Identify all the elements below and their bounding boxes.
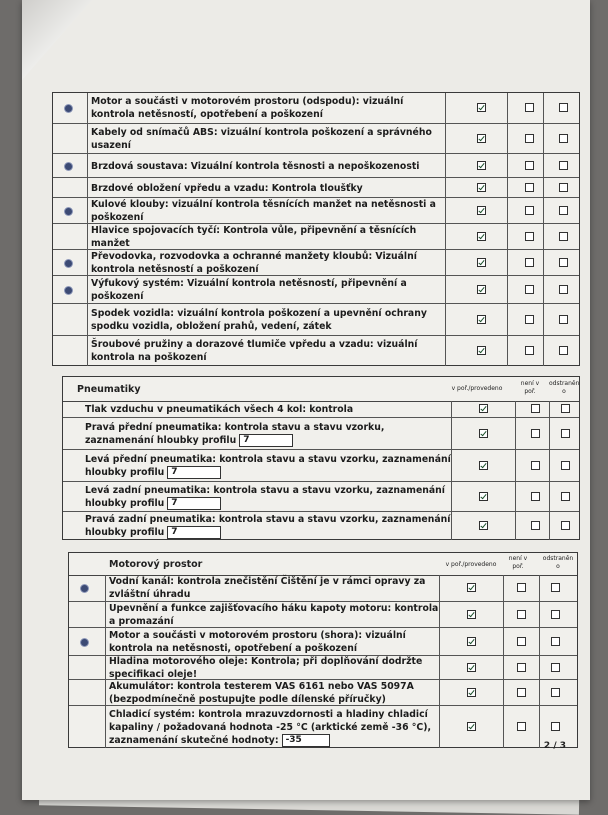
inspection-table-engine [68, 552, 578, 748]
checkbox-fixed[interactable] [559, 183, 568, 192]
checkbox-not-ok[interactable] [517, 688, 526, 697]
row-label: Šroubové pružiny a dorazové tlumiče vpředu a vzadu: vizuální kontrola na poškození [91, 339, 418, 363]
checkbox-done[interactable] [479, 461, 488, 470]
checkbox-not-ok[interactable] [531, 492, 540, 501]
row-text [109, 628, 443, 656]
row-text [91, 93, 445, 123]
row-text [109, 656, 443, 680]
checkbox-not-ok[interactable] [531, 521, 540, 530]
row-label: Hladina motorového oleje: Kontrola; při doplňování dodržte specifikaci oleje! [109, 656, 423, 680]
col-done-label: v poř./provedeno [451, 385, 503, 392]
row-label: Motor a součásti v motorovém prostoru (odspodu): vizuální kontrola netěsností, opotřebení a poškození [91, 96, 404, 120]
table-row [53, 123, 579, 154]
checkbox-done[interactable] [467, 637, 476, 646]
page-curl [22, 0, 92, 80]
checkbox-fixed[interactable] [559, 103, 568, 112]
checkbox-fixed[interactable] [561, 461, 570, 470]
row-label: Levá přední pneumatika: kontrola stavu a stavu vzorku, zaznamenání hloubky profilu [85, 454, 451, 478]
table-row [63, 417, 579, 450]
table-row [63, 481, 579, 512]
col-done-label: v poř./provedeno [445, 561, 497, 568]
row-text [109, 706, 443, 748]
table-row [63, 511, 579, 540]
row-label: Brzdová soustava: Vizuální kontrola těsnosti a nepoškozenosti [91, 160, 420, 172]
value-field[interactable]: 7 [167, 497, 221, 510]
row-text [109, 575, 443, 601]
row-label: Brzdové obložení vpředu a vzadu: Kontrola tloušťky [91, 182, 363, 194]
checkbox-not-ok[interactable] [517, 637, 526, 646]
bullet-icon [65, 208, 72, 215]
bullet-cell [69, 602, 99, 628]
checkbox-not-ok[interactable] [525, 232, 534, 241]
table-row [53, 303, 579, 336]
table-row [69, 655, 577, 680]
checkbox-not-ok[interactable] [531, 404, 540, 413]
row-label: Chladicí systém: kontrola mrazuvzdornosti a hladiny chladicí kapaliny / požadovaná hodnota -25 °C (arktické země -36 °C), zaznamenání skutečné hodnoty: [109, 708, 432, 746]
bullet-icon [81, 639, 88, 646]
checkbox-fixed[interactable] [551, 722, 560, 731]
col-fixed-label: odstraněn o [542, 555, 574, 570]
checkbox-done[interactable] [479, 404, 488, 413]
row-text [85, 482, 459, 512]
checkbox-not-ok[interactable] [525, 346, 534, 355]
checkbox-not-ok[interactable] [517, 583, 526, 592]
checkbox-done[interactable] [467, 688, 476, 697]
row-label: Akumulátor: kontrola testerem VAS 6161 nebo VAS 5097A (bezpodmínečně postupujte podle dílenské příručky) [109, 681, 414, 705]
checkbox-not-ok[interactable] [525, 258, 534, 267]
col-not-label: není v poř. [520, 380, 540, 395]
row-label: Upevnění a funkce zajišťovacího háku kapoty motoru: kontrola a promazání [109, 603, 439, 627]
col-fixed-label: odstraněn o [549, 380, 580, 395]
checkbox-not-ok[interactable] [525, 134, 534, 143]
bullet-icon [65, 105, 72, 112]
row-text [91, 224, 445, 250]
table-row [53, 275, 579, 304]
row-label: Hlavice spojovacích tyčí: Kontrola vůle, připevnění a těsnících manžet [91, 225, 417, 249]
table-row [53, 335, 579, 366]
row-label: Převodovka, rozvodovka a ochranné manžety kloubů: Vizuální kontrola netěsností a poškození [91, 251, 417, 275]
row-text [91, 304, 445, 336]
row-label: Pravá přední pneumatika: kontrola stavu a stavu vzorku, zaznamenání hloubky profilu [85, 422, 385, 446]
engine-header [69, 553, 577, 576]
checkbox-fixed[interactable] [551, 688, 560, 697]
row-text [85, 401, 459, 417]
checkbox-fixed[interactable] [551, 583, 560, 592]
bullet-cell [53, 250, 83, 276]
bullet-icon [65, 287, 72, 294]
bullet-icon [65, 260, 72, 267]
bullet-cell [53, 93, 83, 123]
table-row [69, 679, 577, 706]
checkbox-fixed[interactable] [559, 346, 568, 355]
table-row [69, 601, 577, 628]
row-label: Spodek vozidla: vizuální kontrola poškození a upevnění ochrany spodku vozidla, obložení prahů, vedení, zátek [91, 308, 427, 332]
checkbox-done[interactable] [477, 285, 486, 294]
checkbox-fixed[interactable] [561, 404, 570, 413]
engine-title: Motorový prostor [109, 558, 203, 570]
page-number: 2 / 3 [543, 741, 566, 751]
bullet-cell [53, 124, 83, 154]
row-text [109, 680, 443, 706]
checkbox-not-ok[interactable] [517, 663, 526, 672]
bullet-cell [53, 276, 83, 304]
checkbox-not-ok[interactable] [525, 183, 534, 192]
row-text [91, 250, 445, 276]
checkbox-done[interactable] [477, 183, 486, 192]
value-field[interactable]: 7 [167, 526, 221, 539]
bullet-cell [69, 575, 99, 601]
table-row [53, 93, 579, 123]
bullet-cell [69, 656, 99, 680]
checkbox-done[interactable] [467, 663, 476, 672]
checkbox-done[interactable] [477, 134, 486, 143]
tyres-title: Pneumatiky [77, 383, 141, 395]
bullet-cell [69, 706, 99, 748]
checkbox-done[interactable] [477, 315, 486, 324]
bullet-cell [69, 680, 99, 706]
checkbox-done[interactable] [467, 722, 476, 731]
row-text [85, 418, 459, 450]
checkbox-fixed[interactable] [551, 610, 560, 619]
col-not-label: není v poř. [508, 555, 528, 570]
row-label: Výfukový systém: Vizuální kontrola netěsností, připevnění a poškození [91, 278, 407, 302]
table-row [69, 627, 577, 656]
checkbox-done[interactable] [479, 521, 488, 530]
checkbox-not-ok[interactable] [531, 429, 540, 438]
row-text [91, 276, 445, 304]
row-label: Vodní kanál: kontrola znečistění Čištění je v rámci opravy za zvláštní úhradu [109, 576, 426, 600]
table-row [69, 575, 577, 601]
bullet-cell [53, 304, 83, 336]
bullet-cell [53, 198, 83, 224]
row-text [85, 450, 459, 482]
table-row [63, 449, 579, 482]
row-text [109, 602, 443, 628]
table-row [53, 223, 579, 250]
row-text [91, 124, 445, 154]
table-row [63, 401, 579, 417]
value-field[interactable]: -35 [282, 734, 330, 747]
checkbox-fixed[interactable] [559, 206, 568, 215]
checkbox-not-ok[interactable] [531, 461, 540, 470]
bullet-cell [53, 224, 83, 250]
checkbox-not-ok[interactable] [517, 610, 526, 619]
checkbox-done[interactable] [477, 258, 486, 267]
row-label: Levá zadní pneumatika: kontrola stavu a stavu vzorku, zaznamenání hloubky profilu [85, 485, 445, 509]
document-sheet [22, 0, 590, 800]
checkbox-not-ok[interactable] [525, 103, 534, 112]
bullet-cell [53, 336, 83, 366]
table-row [53, 153, 579, 178]
checkbox-done[interactable] [477, 103, 486, 112]
checkbox-fixed[interactable] [559, 285, 568, 294]
bullet-cell [53, 154, 83, 178]
checkbox-fixed[interactable] [559, 161, 568, 170]
bullet-icon [65, 163, 72, 170]
checkbox-done[interactable] [477, 232, 486, 241]
checkbox-not-ok[interactable] [517, 722, 526, 731]
checkbox-fixed[interactable] [561, 521, 570, 530]
checkbox-fixed[interactable] [561, 429, 570, 438]
row-text [85, 512, 459, 540]
checkbox-done[interactable] [477, 161, 486, 170]
row-label: Kulové klouby: vizuální kontrola těsnících manžet na netěsnosti a poškození [91, 199, 436, 223]
checkbox-done[interactable] [479, 429, 488, 438]
checkbox-fixed[interactable] [551, 663, 560, 672]
bullet-icon [81, 585, 88, 592]
checkbox-not-ok[interactable] [525, 285, 534, 294]
row-label: Pravá zadní pneumatika: kontrola stavu a stavu vzorku, zaznamenání hloubky profilu [85, 514, 451, 538]
table-row [53, 177, 579, 198]
table-row [69, 705, 577, 748]
row-text [91, 154, 445, 178]
checkbox-fixed[interactable] [559, 134, 568, 143]
row-label: Motor a součásti v motorovém prostoru (shora): vizuální kontrola na netěsnosti, opotřebení a poškození [109, 630, 406, 654]
bullet-cell [53, 178, 83, 198]
checkbox-done[interactable] [477, 206, 486, 215]
value-field[interactable]: 7 [167, 466, 221, 479]
table-row [53, 249, 579, 276]
checkbox-fixed[interactable] [559, 258, 568, 267]
checkbox-not-ok[interactable] [525, 315, 534, 324]
checkbox-done[interactable] [467, 610, 476, 619]
checkbox-not-ok[interactable] [525, 161, 534, 170]
row-label: Kabely od snímačů ABS: vizuální kontrola poškození a správného usazení [91, 127, 432, 151]
inspection-table-tyres [62, 376, 580, 540]
checkbox-done[interactable] [467, 583, 476, 592]
checkbox-fixed[interactable] [561, 492, 570, 501]
checkbox-fixed[interactable] [559, 232, 568, 241]
row-text [91, 178, 445, 198]
row-text [91, 198, 445, 224]
checkbox-not-ok[interactable] [525, 206, 534, 215]
table-row [53, 197, 579, 224]
checkbox-fixed[interactable] [551, 637, 560, 646]
bullet-cell [69, 628, 99, 656]
row-label: Tlak vzduchu v pneumatikách všech 4 kol: kontrola [85, 403, 354, 415]
row-text [91, 336, 445, 366]
value-field[interactable]: 7 [239, 434, 293, 447]
inspection-table-top [52, 92, 580, 366]
checkbox-done[interactable] [477, 346, 486, 355]
tyres-header [63, 377, 579, 402]
checkbox-done[interactable] [479, 492, 488, 501]
checkbox-fixed[interactable] [559, 315, 568, 324]
